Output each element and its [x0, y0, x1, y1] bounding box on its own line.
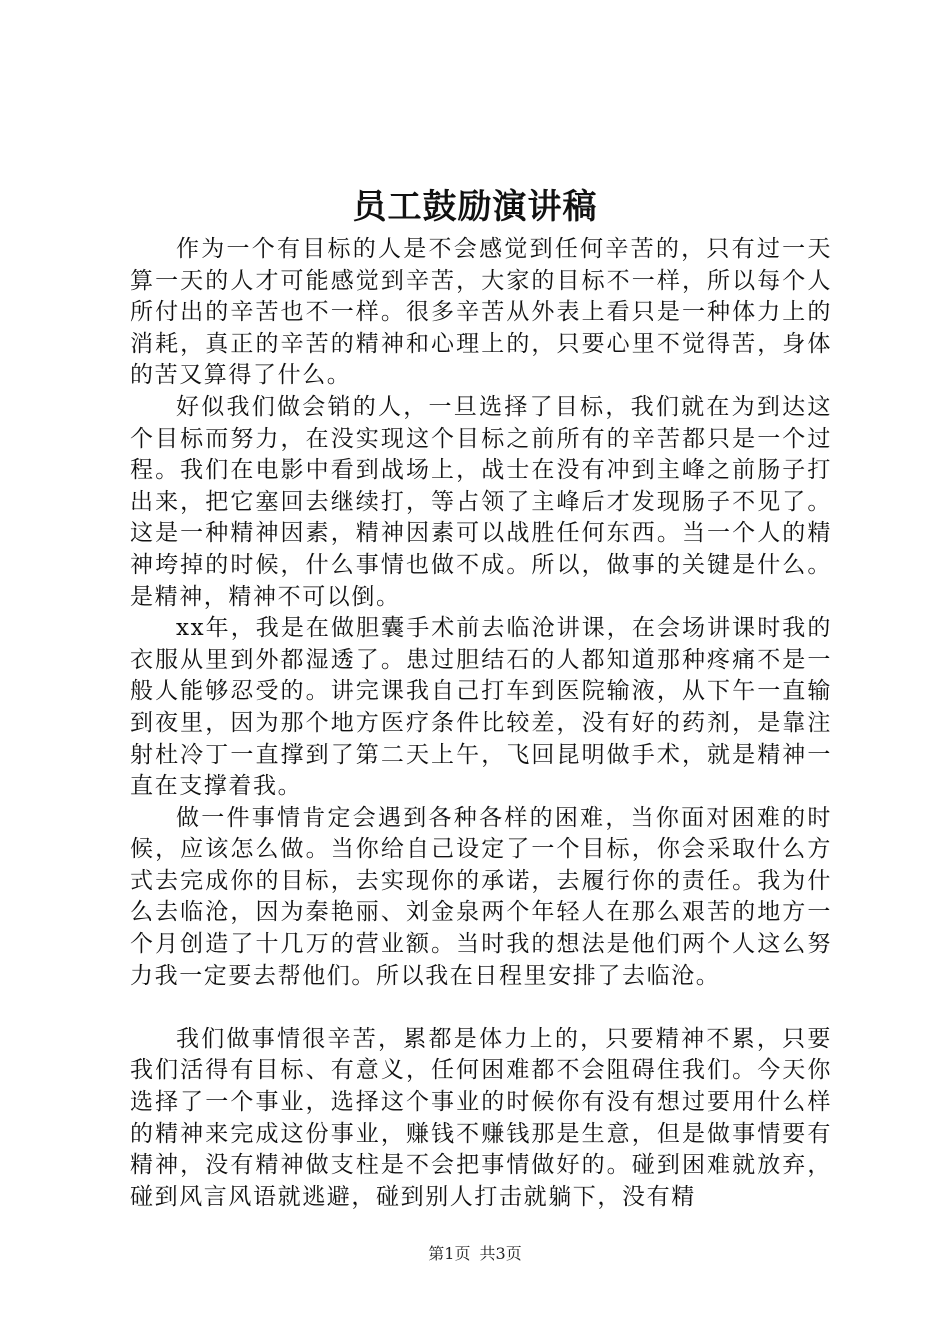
page-total: 共3页 [479, 1244, 522, 1263]
page-number: 第1页 [428, 1244, 471, 1263]
paragraph-1: 作为一个有目标的人是不会感觉到任何辛苦的，只有过一天算一天的人才可能感觉到辛苦，大家的目标不一样，所以每个人所付出的辛苦也不一样。很多辛苦从外表上看只是一种体力上的消耗，真正的辛苦的精神和心理上的，只要心里不觉得苦，身体的苦又算得了什么。 [130, 236, 832, 389]
paragraph-3: xx年，我是在做胆囊手术前去临沧讲课，在会场讲课时我的衣服从里到外都湿透了。患过胆结石的人都知道那种疼痛不是一般人能够忍受的。讲完课我自己打车到医院输液，从下午一直输到夜里，因为那个地方医疗条件比较差，没有好的药剂，是靠注射杜冷丁一直撑到了第二天上午，飞回昆明做手术，就是精神一直在支撑着我。 [130, 615, 832, 800]
page-footer [0, 1243, 950, 1265]
paragraph-5: 我们做事情很辛苦，累都是体力上的，只要精神不累，只要我们活得有目标、有意义，任何困难都不会阻碍住我们。今天你选择了一个事业，选择这个事业的时候你有没有想过要用什么样的精神来完成这份事业，赚钱不赚钱那是生意，但是做事情要有精神，没有精神做支柱是不会把事情做好的。碰到困难就放弃，碰到风言风语就逃避，碰到别人打击就躺下，没有精 [130, 1025, 832, 1210]
paragraph-4: 做一件事情肯定会遇到各种各样的困难，当你面对困难的时候，应该怎么做。当你给自己设定了一个目标，你会采取什么方式去完成你的目标，去实现你的承诺，去履行你的责任。我为什么去临沧，因为秦艳丽、刘金泉两个年轻人在那么艰苦的地方一个月创造了十几万的营业额。当时我的想法是他们两个人这么努力我一定要去帮他们。所以我在日程里安排了去临沧。 [130, 804, 832, 989]
page-title: 员工鼓励演讲稿 [352, 187, 598, 227]
document-body [130, 234, 832, 1213]
paragraph-2: 好似我们做会销的人，一旦选择了目标，我们就在为到达这个目标而努力，在没实现这个目标之前所有的辛苦都只是一个过程。我们在电影中看到战场上，战士在没有冲到主峰之前肠子打出来，把它塞回去继续打，等占领了主峰后才发现肠子不见了。这是一种精神因素，精神因素可以战胜任何东西。当一个人的精神垮掉的时候，什么事情也做不成。所以，做事的关键是什么。是精神，精神不可以倒。 [130, 393, 832, 610]
